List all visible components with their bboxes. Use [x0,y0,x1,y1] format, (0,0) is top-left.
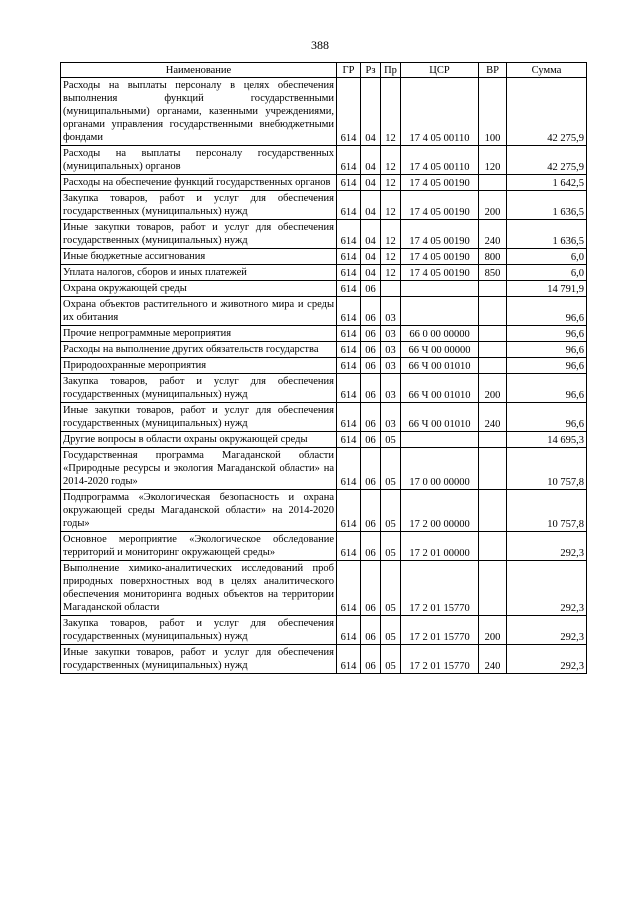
row-pr-cell: 05 [381,616,401,645]
row-csr-cell: 17 4 05 00190 [401,175,479,191]
row-rz-cell: 06 [361,432,381,448]
row-vr-cell [479,297,507,326]
row-name-cell: Расходы на обеспечение функций государственных органов [61,175,337,191]
table-row [61,326,587,342]
table-row [61,249,587,265]
table-row [61,616,587,645]
table-row [61,220,587,249]
row-sum-cell: 96,6 [507,374,587,403]
row-vr-cell [479,432,507,448]
row-gr-cell: 614 [337,645,361,674]
row-sum-cell: 10 757,8 [507,448,587,490]
row-gr-cell: 614 [337,326,361,342]
budget-table [60,62,587,674]
row-pr-cell: 03 [381,342,401,358]
row-csr-cell: 66 Ч 00 01010 [401,358,479,374]
table-row [61,281,587,297]
row-rz-cell: 06 [361,326,381,342]
row-vr-cell [479,532,507,561]
row-vr-cell [479,490,507,532]
row-name-cell: Расходы на выполнение других обязательств государства [61,342,337,358]
row-gr-cell: 614 [337,175,361,191]
row-name-cell: Охрана окружающей среды [61,281,337,297]
row-rz-cell: 04 [361,249,381,265]
row-csr-cell [401,432,479,448]
row-csr-cell: 17 4 05 00110 [401,78,479,146]
row-name-cell: Природоохранные мероприятия [61,358,337,374]
row-gr-cell: 614 [337,432,361,448]
row-vr-cell: 850 [479,265,507,281]
table-row [61,490,587,532]
row-vr-cell: 200 [479,191,507,220]
row-name-cell: Основное мероприятие «Экологическое обследование территорий и мониторинг окружающей среды» [61,532,337,561]
table-row [61,265,587,281]
header-csr: ЦСР [401,63,479,78]
row-pr-cell: 12 [381,191,401,220]
table-row [61,532,587,561]
row-pr-cell [381,281,401,297]
row-name-cell: Подпрограмма «Экологическая безопасность и охрана окружающей среды Магаданской области» на 2014-2020 годы» [61,490,337,532]
row-gr-cell: 614 [337,297,361,326]
row-pr-cell: 03 [381,403,401,432]
row-name-cell: Закупка товаров, работ и услуг для обеспечения государственных (муниципальных) нужд [61,191,337,220]
header-vr: ВР [479,63,507,78]
row-csr-cell: 17 4 05 00110 [401,146,479,175]
row-name-cell: Расходы на выплаты персоналу государственных (муниципальных) органов [61,146,337,175]
row-name-cell: Закупка товаров, работ и услуг для обеспечения государственных (муниципальных) нужд [61,374,337,403]
row-gr-cell: 614 [337,342,361,358]
row-gr-cell: 614 [337,490,361,532]
row-rz-cell: 04 [361,78,381,146]
row-rz-cell: 06 [361,358,381,374]
page-number: 388 [311,38,329,52]
row-csr-cell: 17 2 01 15770 [401,645,479,674]
row-pr-cell: 03 [381,326,401,342]
row-csr-cell: 17 2 01 15770 [401,561,479,616]
row-name-cell: Иные закупки товаров, работ и услуг для обеспечения государственных (муниципальных) нужд [61,220,337,249]
row-name-cell: Закупка товаров, работ и услуг для обеспечения государственных (муниципальных) нужд [61,616,337,645]
row-sum-cell: 10 757,8 [507,490,587,532]
table-row [61,561,587,616]
row-pr-cell: 12 [381,220,401,249]
row-pr-cell: 05 [381,532,401,561]
row-vr-cell [479,281,507,297]
row-pr-cell: 12 [381,249,401,265]
table-row [61,448,587,490]
row-rz-cell: 04 [361,175,381,191]
row-gr-cell: 614 [337,265,361,281]
row-vr-cell [479,175,507,191]
row-name-cell: Прочие непрограммные мероприятия [61,326,337,342]
row-pr-cell: 05 [381,645,401,674]
row-sum-cell: 96,6 [507,403,587,432]
row-name-cell: Иные закупки товаров, работ и услуг для обеспечения государственных (муниципальных) нужд [61,403,337,432]
row-pr-cell: 05 [381,432,401,448]
row-rz-cell: 04 [361,191,381,220]
table-row [61,374,587,403]
row-gr-cell: 614 [337,281,361,297]
row-sum-cell: 14 791,9 [507,281,587,297]
row-name-cell: Уплата налогов, сборов и иных платежей [61,265,337,281]
table-row [61,175,587,191]
row-csr-cell: 66 Ч 00 01010 [401,403,479,432]
row-rz-cell: 06 [361,448,381,490]
row-vr-cell: 240 [479,403,507,432]
row-rz-cell: 06 [361,561,381,616]
row-rz-cell: 06 [361,281,381,297]
row-gr-cell: 614 [337,220,361,249]
row-pr-cell: 12 [381,265,401,281]
row-rz-cell: 06 [361,403,381,432]
row-vr-cell: 800 [479,249,507,265]
row-pr-cell: 03 [381,358,401,374]
row-name-cell: Расходы на выплаты персоналу в целях обеспечения выполнения функций государственными (муниципальными) органами, казенными учреждениями, органами управления государственными внебюджетными фондами [61,78,337,146]
row-name-cell: Выполнение химико-аналитических исследований проб природных поверхностных вод в целях аналитического обеспечения мониторинга водных объектов на территории Магаданской области [61,561,337,616]
row-gr-cell: 614 [337,78,361,146]
table-row [61,191,587,220]
table-row [61,358,587,374]
row-name-cell: Иные закупки товаров, работ и услуг для обеспечения государственных (муниципальных) нужд [61,645,337,674]
row-vr-cell [479,326,507,342]
row-rz-cell: 06 [361,342,381,358]
row-csr-cell: 17 4 05 00190 [401,220,479,249]
row-sum-cell: 14 695,3 [507,432,587,448]
row-gr-cell: 614 [337,374,361,403]
row-csr-cell: 17 4 05 00190 [401,191,479,220]
row-sum-cell: 1 636,5 [507,191,587,220]
row-pr-cell: 05 [381,490,401,532]
row-pr-cell: 03 [381,374,401,403]
table-row [61,432,587,448]
row-sum-cell: 1 642,5 [507,175,587,191]
row-gr-cell: 614 [337,358,361,374]
row-rz-cell: 06 [361,645,381,674]
row-sum-cell: 1 636,5 [507,220,587,249]
row-rz-cell: 06 [361,532,381,561]
row-pr-cell: 12 [381,175,401,191]
row-name-cell: Иные бюджетные ассигнования [61,249,337,265]
row-vr-cell: 240 [479,645,507,674]
row-gr-cell: 614 [337,532,361,561]
header-gr: ГР [337,63,361,78]
row-name-cell: Охрана объектов растительного и животного мира и среды их обитания [61,297,337,326]
table-row [61,403,587,432]
header-name: Наименование [61,63,337,78]
row-sum-cell: 292,3 [507,645,587,674]
row-vr-cell [479,342,507,358]
row-csr-cell: 66 0 00 00000 [401,326,479,342]
row-vr-cell: 120 [479,146,507,175]
row-name-cell: Государственная программа Магаданской области «Природные ресурсы и экология Магаданской области» на 2014-2020 годы» [61,448,337,490]
row-name-cell: Другие вопросы в области охраны окружающей среды [61,432,337,448]
row-gr-cell: 614 [337,403,361,432]
row-rz-cell: 06 [361,490,381,532]
row-sum-cell: 42 275,9 [507,78,587,146]
row-gr-cell: 614 [337,561,361,616]
table-row [61,342,587,358]
header-pr: Пр [381,63,401,78]
row-sum-cell: 292,3 [507,561,587,616]
row-sum-cell: 42 275,9 [507,146,587,175]
table-header-row [61,63,587,78]
row-gr-cell: 614 [337,146,361,175]
row-pr-cell: 12 [381,78,401,146]
row-rz-cell: 04 [361,220,381,249]
row-rz-cell: 06 [361,616,381,645]
row-rz-cell: 04 [361,146,381,175]
row-vr-cell [479,448,507,490]
row-csr-cell [401,297,479,326]
row-rz-cell: 04 [361,265,381,281]
row-sum-cell: 96,6 [507,297,587,326]
table-row [61,645,587,674]
row-gr-cell: 614 [337,191,361,220]
row-gr-cell: 614 [337,448,361,490]
row-pr-cell: 12 [381,146,401,175]
row-sum-cell: 6,0 [507,265,587,281]
row-rz-cell: 06 [361,297,381,326]
header-sum: Сумма [507,63,587,78]
row-sum-cell: 6,0 [507,249,587,265]
row-gr-cell: 614 [337,249,361,265]
row-csr-cell: 17 4 05 00190 [401,265,479,281]
row-pr-cell: 05 [381,561,401,616]
row-vr-cell: 200 [479,616,507,645]
row-csr-cell: 66 Ч 00 01010 [401,374,479,403]
row-sum-cell: 292,3 [507,532,587,561]
table-row [61,78,587,146]
row-sum-cell: 292,3 [507,616,587,645]
row-csr-cell: 17 2 01 15770 [401,616,479,645]
row-sum-cell: 96,6 [507,358,587,374]
row-gr-cell: 614 [337,616,361,645]
row-vr-cell: 240 [479,220,507,249]
row-vr-cell: 200 [479,374,507,403]
row-vr-cell: 100 [479,78,507,146]
header-rz: Рз [361,63,381,78]
row-csr-cell: 17 2 00 00000 [401,490,479,532]
row-csr-cell: 66 Ч 00 00000 [401,342,479,358]
table-row [61,146,587,175]
row-csr-cell: 17 2 01 00000 [401,532,479,561]
table-row [61,297,587,326]
row-pr-cell: 03 [381,297,401,326]
row-csr-cell: 17 4 05 00190 [401,249,479,265]
row-sum-cell: 96,6 [507,326,587,342]
row-sum-cell: 96,6 [507,342,587,358]
row-rz-cell: 06 [361,374,381,403]
row-pr-cell: 05 [381,448,401,490]
row-vr-cell [479,561,507,616]
row-vr-cell [479,358,507,374]
row-csr-cell: 17 0 00 00000 [401,448,479,490]
row-csr-cell [401,281,479,297]
